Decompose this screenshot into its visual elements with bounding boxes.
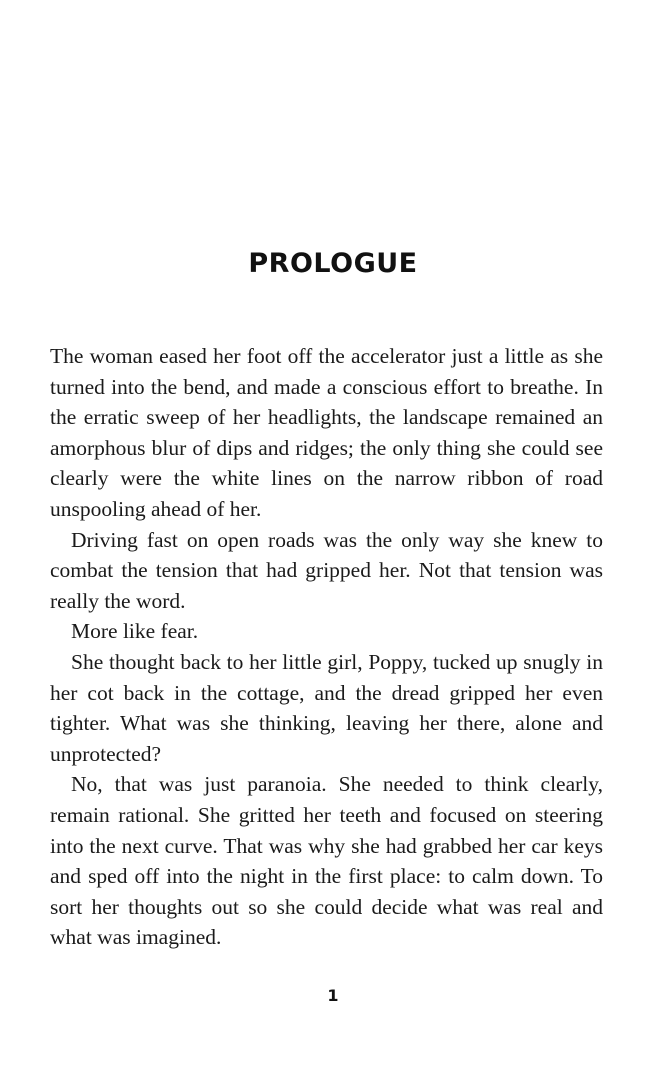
paragraph-4: She thought back to her little girl, Poppy, tucked up snugly in her cot back in the cottage, and the dread gripped her even tighter. What was she thinking, leaving her there, alone and unprotected?	[50, 649, 603, 766]
page-number: 1	[327, 986, 339, 1005]
chapter-title: PROLOGUE	[248, 248, 418, 279]
paragraph-2: Driving fast on open roads was the only way she knew to combat the tension that had gripped her. Not that tension was really the word.	[50, 527, 603, 613]
paragraph-1: The woman eased her foot off the accelerator just a little as she turned into the bend, and made a conscious effort to breathe. In the erratic sweep of her headlights, the landscape remained an amorphous blur of dips and ridges; the only thing she could see clearly were the white lines on the narrow ribbon of road unspooling ahead of her.	[50, 344, 603, 521]
paragraph-5: No, that was just paranoia. She needed to think clearly, remain rational. She gritted her teeth and focused on steering into the next curve. That was why she had grabbed her car keys and sped off into the night in the first place: to calm down. To sort her thoughts out so she could decide what was real and what was imagined.	[50, 772, 603, 950]
chapter-body	[50, 341, 603, 953]
paragraph-3: More like fear.	[71, 619, 199, 644]
